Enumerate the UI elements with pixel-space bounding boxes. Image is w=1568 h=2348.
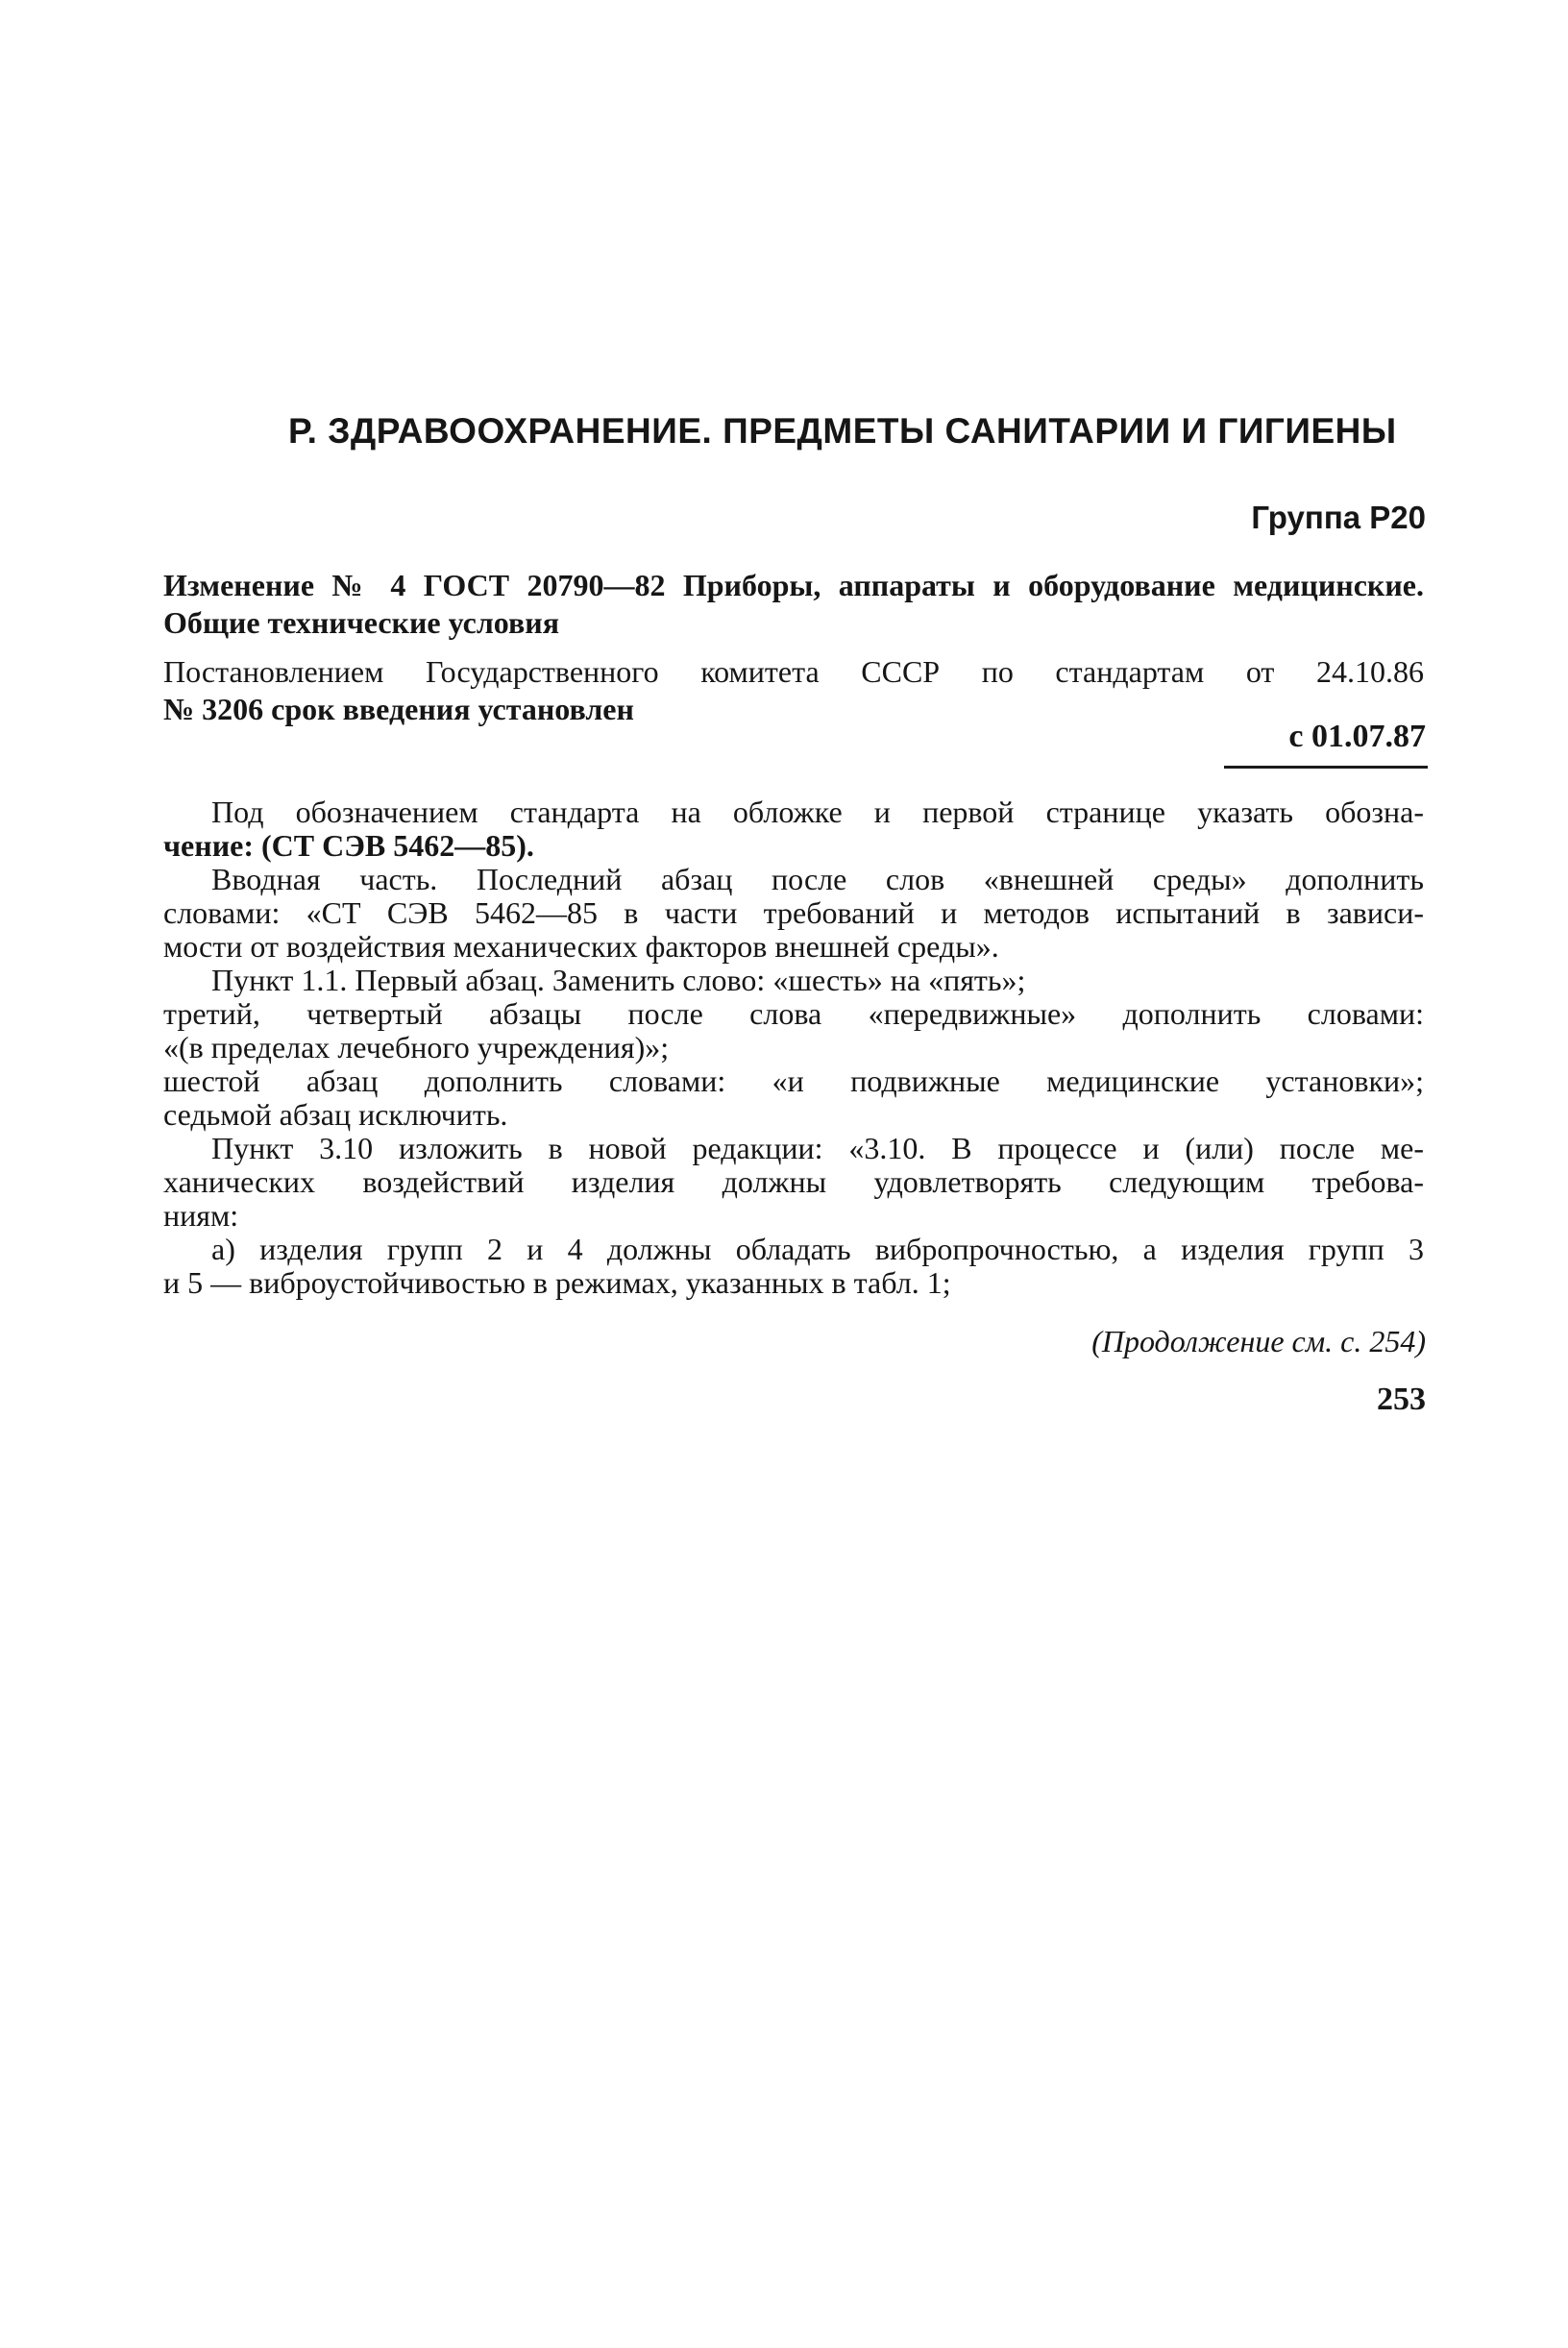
body-line: Пункт 1.1. Первый абзац. Заменить слово: «шесть» на «пять»; <box>211 963 1026 997</box>
decree-line-1: Постановлением Государственного комитета СССР по стандартам от 24.10.86 <box>163 654 1424 689</box>
body-line: «(в пределах лечебного учреждения)»; <box>163 1030 670 1064</box>
date-underline <box>1224 766 1428 769</box>
body-line: чение: (СТ СЭВ 5462—85). <box>163 828 534 863</box>
body-line: седьмой абзац исключить. <box>163 1097 508 1132</box>
body-line: Вводная часть. Последний абзац после слов «внешней среды» дополнить <box>211 862 1424 896</box>
body-line: ханических воздействий изделия должны удовлетворять следующим требова- <box>163 1164 1424 1199</box>
body-line: шестой абзац дополнить словами: «и подвижные медицинские установки»; <box>163 1064 1424 1098</box>
amendment-title: Изменение № 4 ГОСТ 20790—82 Приборы, аппараты и оборудование медицинские. Общие технические условия <box>163 568 1424 640</box>
body-line: Под обозначением стандарта на обложке и первой странице указать обозна- <box>211 795 1424 829</box>
body-line: ниям: <box>163 1198 239 1233</box>
body-text <box>163 795 1424 1300</box>
body-line: Пункт 3.10 изложить в новой редакции: «3.10. В процессе и (или) после ме- <box>211 1131 1424 1165</box>
effective-date: с 01.07.87 <box>1288 719 1426 754</box>
decree-block <box>163 653 1424 728</box>
body-line: третий, четвертый абзацы после слова «передвижные» дополнить словами: <box>163 996 1424 1031</box>
page-number: 253 <box>1377 1382 1426 1417</box>
section-title: Р. ЗДРАВООХРАНЕНИЕ. ПРЕДМЕТЫ САНИТАРИИ И ГИГИЕНЫ <box>288 411 1397 451</box>
body-line: а) изделия групп 2 и 4 должны обладать вибропрочностью, а изделия групп 3 <box>211 1232 1424 1266</box>
body-line: словами: «СТ СЭВ 5462—85 в части требований и методов испытаний в зависи- <box>163 895 1424 930</box>
continuation-note: (Продолжение см. с. 254) <box>1091 1324 1426 1358</box>
group-label: Группа Р20 <box>1251 500 1426 535</box>
body-line: мости от воздействия механических факторов внешней среды». <box>163 929 999 964</box>
body-line: и 5 — виброустойчивостью в режимах, указанных в табл. 1; <box>163 1265 951 1300</box>
decree-line-2: № 3206 срок введения установлен <box>163 692 634 726</box>
